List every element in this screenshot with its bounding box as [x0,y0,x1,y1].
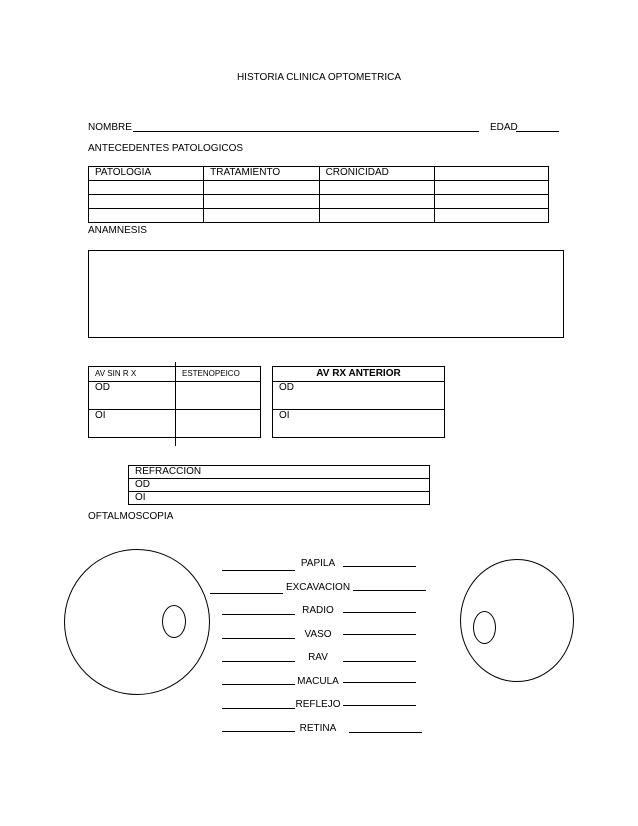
age-label: EDAD [490,122,518,133]
table-cell[interactable] [204,195,319,209]
page-title: HISTORIA CLINICA OPTOMETRICA [236,72,402,83]
table-row [89,195,549,209]
table-cell[interactable] [319,195,434,209]
header-extra [434,167,548,181]
table-cell[interactable] [89,209,204,223]
table-cell[interactable] [204,209,319,223]
header-patologia: PATOLOGIA [89,167,204,181]
anamnesis-box[interactable] [88,250,564,338]
label-rav: RAV [308,652,328,663]
label-papila: PAPILA [300,558,336,569]
papila-line-right[interactable] [343,566,416,567]
table-cell[interactable] [204,181,319,195]
header-av-rx-anterior: AV RX ANTERIOR [273,367,445,382]
label-macula: MACULA [297,676,339,687]
refraccion-header: REFRACCION [129,466,430,479]
table-cell[interactable] [434,181,548,195]
label-retina: RETINA [299,723,337,734]
refraccion-table [128,465,430,505]
refraccion-od-cell[interactable]: OD [129,479,430,492]
header-estenopeico: ESTENOPEICO [176,367,261,382]
name-field-line[interactable] [133,131,479,132]
right-optic-disc [473,611,496,644]
table-cell[interactable] [434,209,548,223]
header-av-sin-rx: AV SIN R X [89,367,176,382]
excavacion-line-right[interactable] [353,590,426,591]
table-cell[interactable] [434,195,548,209]
header-cronicidad: CRONICIDAD [319,167,434,181]
radio-line-right[interactable] [343,612,416,613]
oftalmoscopia-heading: OFTALMOSCOPIA [88,511,174,522]
estenopeico-oi-cell[interactable] [176,410,261,438]
table-cell[interactable] [319,181,434,195]
header-tratamiento: TRATAMIENTO [204,167,319,181]
antecedentes-heading: ANTECEDENTES PATOLOGICOS [88,143,244,154]
macula-line-right[interactable] [343,682,416,683]
reflejo-line-right[interactable] [343,705,416,706]
label-reflejo: REFLEJO [295,699,341,710]
av-rx-anterior-table [272,366,445,438]
label-excavacion: EXCAVACION [285,582,351,593]
estenopeico-od-cell[interactable] [176,382,261,410]
refraccion-oi-cell[interactable]: OI [129,492,430,505]
table-row [89,209,549,223]
anamnesis-heading: ANAMNESIS [88,225,147,236]
table-cell[interactable] [89,195,204,209]
label-vaso: VASO [304,629,332,640]
table-cell[interactable] [89,181,204,195]
age-field-line[interactable] [516,131,559,132]
rav-line-right[interactable] [343,661,416,662]
antecedentes-table [88,166,549,223]
left-eye-diagram [64,549,210,695]
vaso-line-right[interactable] [343,634,416,635]
row-oi-label: OI [89,410,176,438]
name-label: NOMBRE [88,122,132,133]
row-od-label: OD [89,382,176,410]
table-row [89,181,549,195]
rx-anterior-od-cell[interactable]: OD [273,382,445,410]
label-radio: RADIO [302,605,334,616]
left-optic-disc [162,605,186,638]
table-cell[interactable] [319,209,434,223]
rx-anterior-oi-cell[interactable]: OI [273,410,445,438]
retina-line-right[interactable] [349,732,422,733]
papila-line-left[interactable] [222,570,295,571]
column-divider [175,362,176,446]
